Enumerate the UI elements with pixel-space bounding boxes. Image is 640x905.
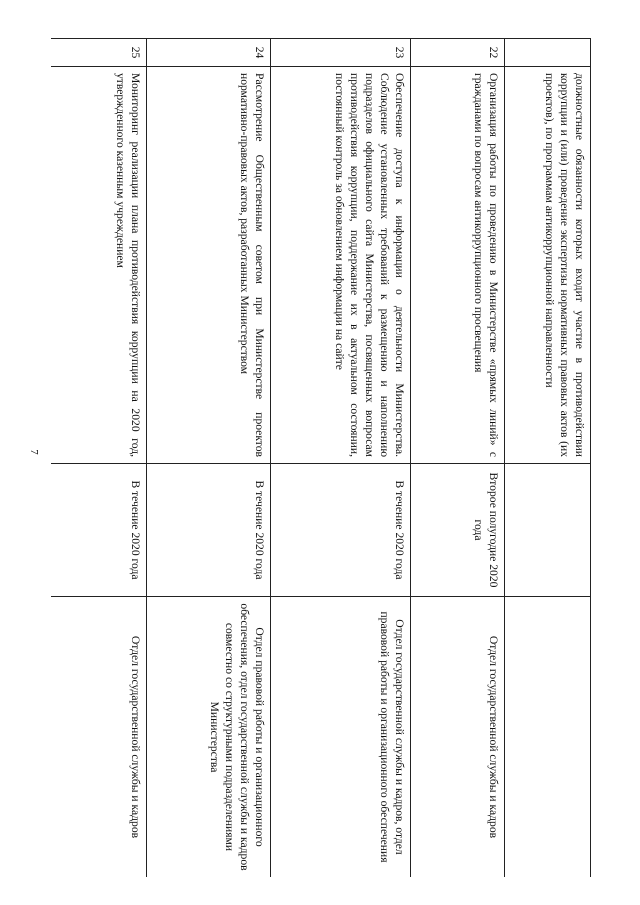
activity-cell: должностные обязанности которых входит участие в противодействии коррупции и (или) проведение экспертизы нормативных правовых актов (их проектов), по программам антикоррупционной направленности [505,67,591,464]
table-row [411,39,505,878]
page-number: 7 [28,449,40,455]
activity-cell: Обеспечение доступа к информации о деятельности Министерства. Соблюдение установленных требований к размещению и наполнению подразделов официального сайта Министерства, посвященных вопросам противодействия коррупции, поддержание их в актуальном состоянии, постоянный контроль за обновлением информации на сайте [271,67,411,464]
term-cell [505,464,591,597]
responsible-cell: Отдел государственной службы и кадров [411,597,505,878]
term-cell: Второе полугодие 2020 года [411,464,505,597]
table-row [505,39,591,878]
anticorruption-plan-table [51,38,591,877]
table-row [51,39,147,878]
plan-table-container [51,38,591,877]
responsible-cell: Отдел государственной службы и кадров [51,597,147,878]
row-number [505,39,591,67]
term-cell: В течение 2020 года [51,464,147,597]
term-cell: В течение 2020 года [147,464,271,597]
table-row [271,39,411,878]
activity-cell: Мониторинг реализации плана противодействия коррупции на 2020 год, утвержденного казенным учреждением [51,67,147,464]
row-number: 23 [271,39,411,67]
row-number: 24 [147,39,271,67]
activity-cell: Организация работы по проведению в Министерстве «прямых линий» с гражданами по вопросам антикоррупционного просвещения [411,67,505,464]
row-number: 22 [411,39,505,67]
activity-cell: Рассмотрение Общественным советом при Министерстве проектов нормативно-правовых актов, разработанных Министерством [147,67,271,464]
responsible-cell [505,597,591,878]
document-page [51,38,591,877]
row-number: 25 [51,39,147,67]
term-cell: В течение 2020 года [271,464,411,597]
responsible-cell: Отдел правовой работы и организационного обеспечения, отдел государственной службы и кадров совместно со структурными подразделениями Министерства [147,597,271,878]
responsible-cell: Отдел государственной службы и кадров, отдел правовой работы и организационного обеспечения [271,597,411,878]
table-row [147,39,271,878]
